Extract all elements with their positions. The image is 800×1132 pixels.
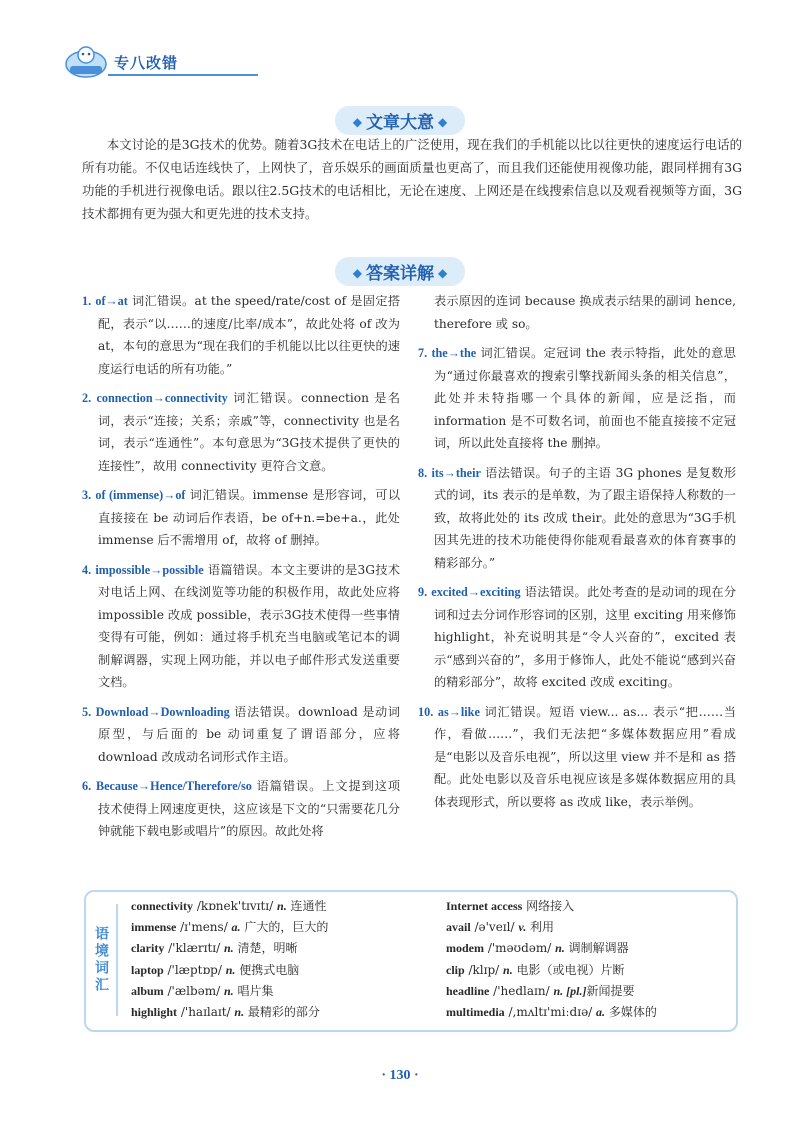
diamond-icon: ◆ [438,266,448,280]
answer-item: 7. the→the 词汇错误。定冠词 the 表示特指，此处的意思为“通过你最喜欢的搜索引擎找新闻头条的相关信息”，此处并未特指哪一个具体的新闻，应是泛指，而 information 是不可数名词，前面也不能直接接不定冠词，所以此处直接将 the 删掉。 [418,346,736,450]
vocab-entry: Internet access 网络接入 [446,899,575,913]
answer-item: 10. as→like 词汇错误。短语 view... as... 表示“把……当作，看做……”，我们无法把“多媒体数据应用”看成是“电影以及音乐电视”，所以这里 view 并不是和 as 搭配。此处电影以及音乐电视应该是多媒体数据应用的具体表现形式，所以要将 as 改成 like，表示举例。 [418,704,736,809]
answer-item: 3. of (immense)→of 词汇错误。immense 是形容词，可以直接接在 be 动词后作表语，be of+n.=be+a.，此处 immense 后不需增用 of，故将 of 删掉。 [82,488,401,547]
diamond-icon: ◆ [352,115,362,129]
summary-section-title: ◆ 文章大意 ◆ [0,106,800,135]
vocabulary-list-right [446,896,746,1023]
vocabulary-list-left [131,896,431,1023]
answer-item: 9. excited→exciting 语法错误。此处考查的是动词的现在分词和过去分词作形容词的区别，这里 exciting 用来修饰 highlight，补充说明其是“令人兴奋的”，excited 表示“感到兴奋的”，多用于修饰人，此处不能说“感到兴奋的精彩部分”，故将 excited 改成 exciting。 [418,585,737,689]
book-logo-icon [64,42,108,80]
answer-item: 2. connection→connectivity 词汇错误。connection 是名词，表示“连接；关系；亲戚”等，connectivity 也是名词，表示“连通性”。本句意思为“3G技术提供了更快的连接性”，故用 connectivity 更符合文意。 [82,391,401,473]
vocab-entry: immense /ɪ'mens/ a. 广大的，巨大的 [131,920,329,935]
answers-right-column [418,290,736,820]
answer-item: 8. its→their 语法错误。句子的主语 3G phones 是复数形式的词，its 表示的是单数，为了跟主语保持人称数的一致，故将此处的 its 改成 their。此处的意思为“3G手机因其先进的技术功能使得你能观看最喜欢的体育赛事的精彩部分。” [418,465,737,570]
answer-continuation: 表示原因的连词 because 换成表示结果的副词 hence, therefore 或 so。 [434,294,736,331]
brand-title: 专八改错 [114,54,179,72]
vocab-entry: album /'ælbəm/ n. 唱片集 [131,983,274,998]
vocabulary-label: 语境词汇 [86,904,118,1016]
vocab-entry: connectivity /kɒnek'tɪvɪtɪ/ n. 连通性 [131,899,327,913]
answer-item: 5. Download→Downloading 语法错误。download 是动词原型，与后面的 be 动词重复了谓语部分，应将 download 改成动名词形式作主语。 [82,704,400,764]
vocab-entry: clarity /'klærɪtɪ/ n. 清楚，明晰 [131,941,298,956]
vocab-entry: avail /ə'veɪl/ v. 利用 [446,920,555,935]
vocab-entry: clip /klɪp/ n. 电影（或电视）片断 [446,962,625,977]
answers-left-column [82,290,400,850]
vocab-entry: highlight /'haɪlaɪt/ n. 最精彩的部分 [131,1005,320,1020]
vocabulary-box [84,890,738,1032]
page-header [64,42,200,82]
vocab-entry: multimedia /,mʌltɪ'miːdɪə/ a. 多媒体的 [446,1005,657,1020]
diamond-icon: ◆ [352,266,362,280]
answer-item: 6. Because→Hence/Therefore/so 语篇错误。上文提到这项技术使得上网速度更快，这应该是下文的“只需要花几分钟就能下载电影或唱片”的原因。故此处将 [82,779,401,838]
vocab-entry: laptop /'læptɒp/ n. 便携式电脑 [131,962,300,977]
header-underline [108,74,258,76]
diamond-icon: ◆ [438,115,448,129]
answer-item: 1. of→at 词汇错误。at the speed/rate/cost of 是固定搭配，表示“以……的速度/比率/成本”，故此处将 of 改为 at，本句的意思为“现在我们的手机能以比以往更快的速度运行电话的所有功能。” [82,294,401,376]
page-number: · 130 · [381,1068,419,1083]
vocab-entry: headline /'hedlaɪn/ n. [pl.]新闻提要 [446,983,635,998]
summary-text: 本文讨论的是3G技术的优势。随着3G技术在电话上的广泛使用，现在我们的手机能以比以往更快的速度运行电话的所有功能。不仅电话连线快了，上网快了，音乐娱乐的画面质量也更高了，而且我们还能使用视像功能，跟同样拥有3G功能的手机进行视像电话。跟以往2.5G技术的电话相比，无论在速度、上网还是在线搜索信息以及观看视频等方面，3G技术都拥有更为强大和更先进的技术支持。 [82,137,742,221]
vocab-entry: modem /'məʊdəm/ n. 调制解调器 [446,941,629,956]
answer-item: 4. impossible→possible 语篇错误。本文主要讲的是3G技术对电话上网、在线浏览等功能的积极作用，故此处应将 impossible 改成 possible，表示3G技术使得一些事情变得有可能，例如：通过将手机充当电脑或笔记本的调制解调器，实现上网功能，并以电子邮件形式发送重要文档。 [82,562,400,689]
answers-section-title: ◆ 答案详解 ◆ [0,257,800,286]
